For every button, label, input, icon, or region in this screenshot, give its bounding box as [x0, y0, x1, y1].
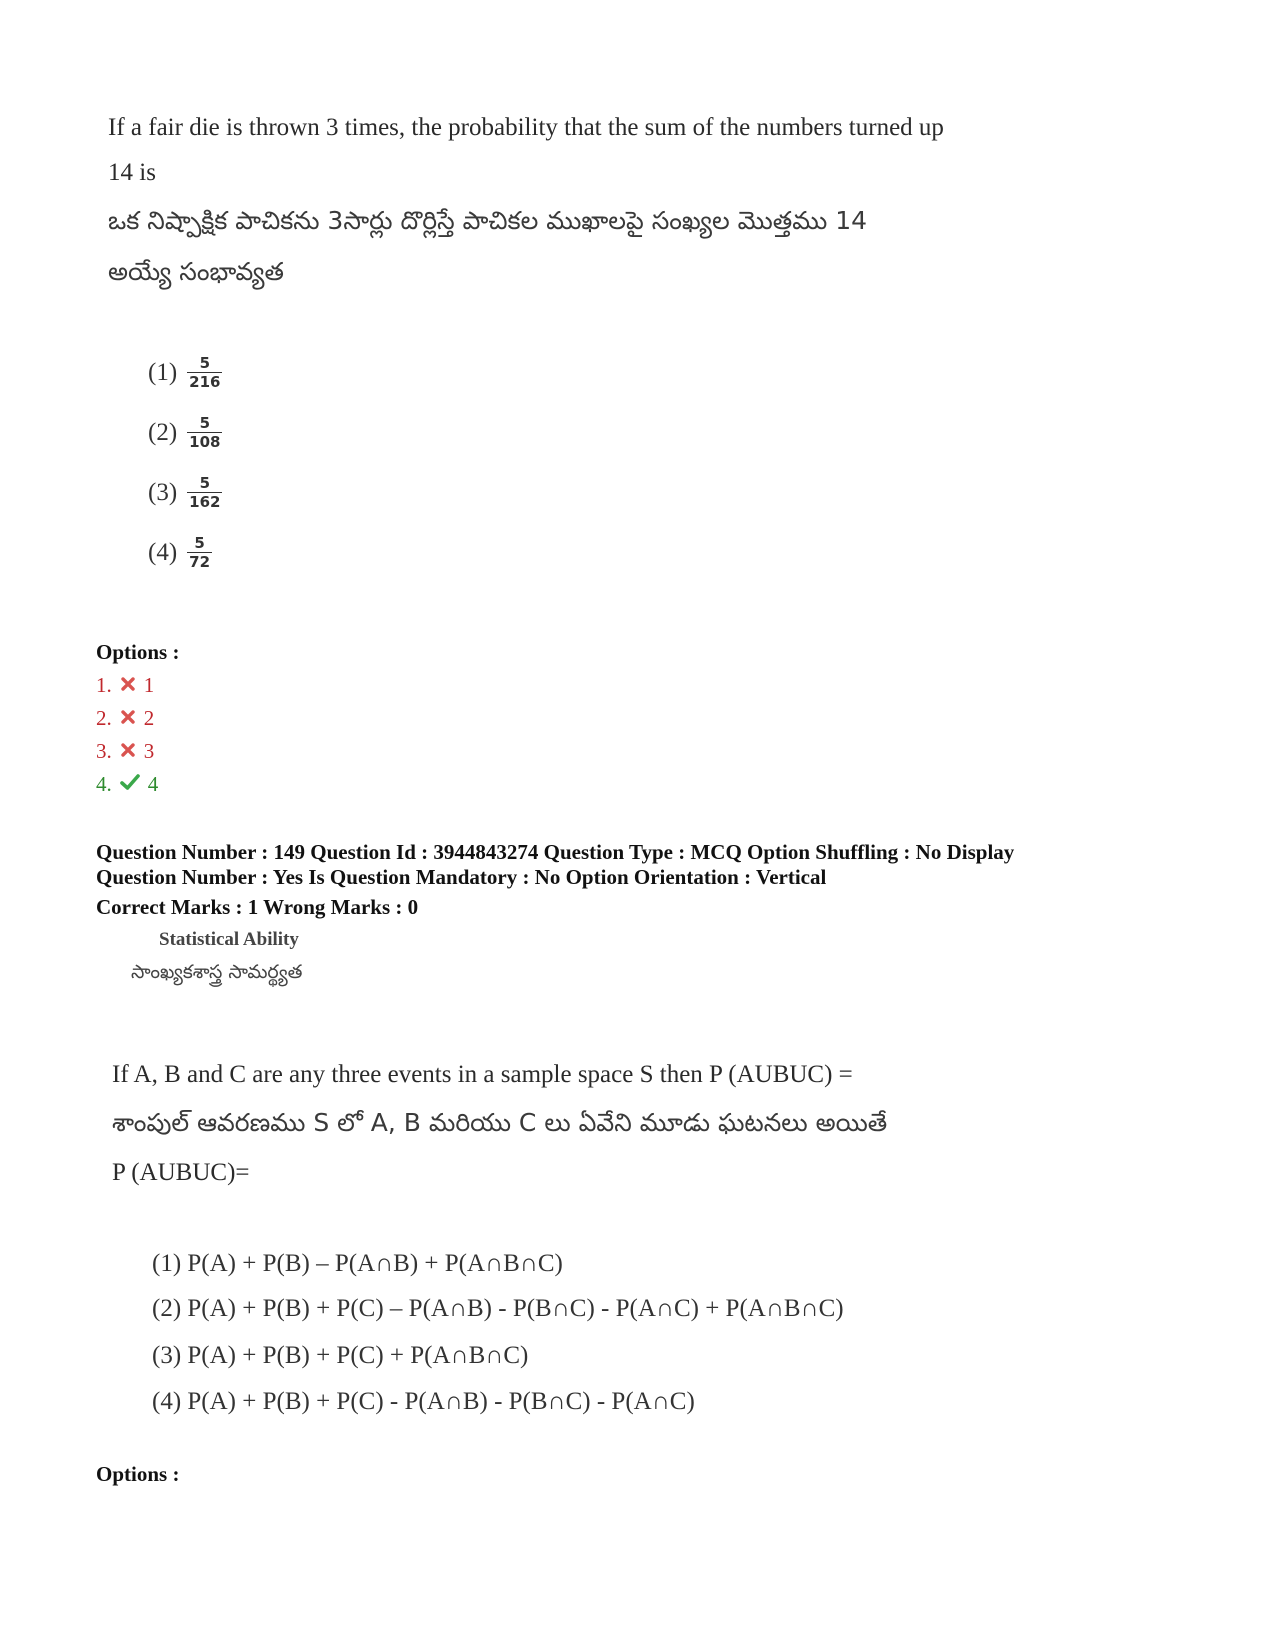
q148-question-te-line2: అయ్యే సంభావ్యత	[108, 257, 284, 286]
option-index: 1.	[96, 673, 112, 697]
fraction	[187, 414, 222, 451]
q149-question-tail: P (AUBUC)=	[112, 1159, 250, 1186]
q148-choice-1	[148, 354, 222, 391]
option-value: 2	[143, 706, 155, 730]
cross-icon	[120, 739, 136, 764]
choice-label: (2)	[148, 418, 178, 446]
q148-choice-4	[148, 534, 212, 571]
fraction-denominator: 108	[189, 433, 221, 451]
q149-section-en: Statistical Ability	[159, 929, 299, 950]
q149-question-en: If A, B and C are any three events in a sample space S then P (AUBUC) =	[112, 1061, 853, 1088]
q148-choice-3	[148, 474, 222, 511]
q149-choice-2: (2) P(A) + P(B) + P(C) – P(A∩B) - P(B∩C) - P(A∩C) + P(A∩B∩C)	[152, 1295, 844, 1322]
q148-question-en-line1: If a fair die is thrown 3 times, the probability that the sum of the numbers turned up	[108, 114, 944, 141]
fraction	[187, 534, 212, 571]
q148-option-3	[96, 739, 154, 764]
cross-icon	[120, 706, 136, 731]
q148-question-te-line1: ఒక నిష్పాక్షిక పాచికను 3సార్లు దొర్లిస్తే పాచికల ముఖాలపై సంఖ్యల మొత్తము 14	[108, 206, 868, 235]
option-value: 1	[143, 673, 155, 697]
option-value: 4	[147, 772, 159, 796]
option-index: 4.	[96, 772, 112, 796]
q149-section-te: సాంఖ్యకశాస్త్ర సామర్థ్యత	[131, 961, 303, 983]
q148-option-1	[96, 673, 154, 698]
q149-meta-line3: Correct Marks : 1 Wrong Marks : 0	[96, 895, 419, 919]
q149-choice-4: (4) P(A) + P(B) + P(C) - P(A∩B) - P(B∩C) - P(A∩C)	[152, 1388, 695, 1415]
fraction	[187, 354, 222, 391]
option-value: 3	[143, 739, 155, 763]
choice-label: (1)	[148, 358, 178, 386]
q149-choice-3: (3) P(A) + P(B) + P(C) + P(A∩B∩C)	[152, 1342, 529, 1369]
fraction-denominator: 162	[189, 493, 221, 511]
q149-question-te: శాంపుల్ ఆవరణము S లో A, B మరియు C లు ఏవేని మూడు ఘటనలు అయితే	[112, 1108, 888, 1137]
option-index: 3.	[96, 739, 112, 763]
fraction-numerator: 5	[194, 534, 205, 552]
choice-label: (4)	[148, 538, 178, 566]
q149-choice-1: (1) P(A) + P(B) – P(A∩B) + P(A∩B∩C)	[152, 1250, 563, 1277]
q149-options-heading: Options :	[96, 1462, 180, 1486]
choice-label: (3)	[148, 478, 178, 506]
q149-meta-line2: Question Number : Yes Is Question Mandatory : No Option Orientation : Vertical	[96, 865, 827, 889]
fraction-numerator: 5	[199, 414, 211, 432]
q148-choice-2	[148, 414, 222, 451]
fraction-denominator: 216	[189, 373, 221, 391]
fraction-denominator: 72	[189, 553, 211, 571]
fraction-numerator: 5	[199, 474, 211, 492]
option-index: 2.	[96, 706, 112, 730]
q148-option-2	[96, 706, 154, 731]
check-icon	[120, 772, 140, 797]
fraction	[187, 474, 222, 511]
cross-icon	[120, 673, 136, 698]
q148-question-en-line2: 14 is	[108, 159, 156, 186]
q148-option-4	[96, 772, 158, 797]
fraction-numerator: 5	[199, 354, 211, 372]
q149-meta-line1: Question Number : 149 Question Id : 3944843274 Question Type : MCQ Option Shuffling : No Display	[96, 840, 1015, 864]
q148-options-heading: Options :	[96, 640, 180, 664]
